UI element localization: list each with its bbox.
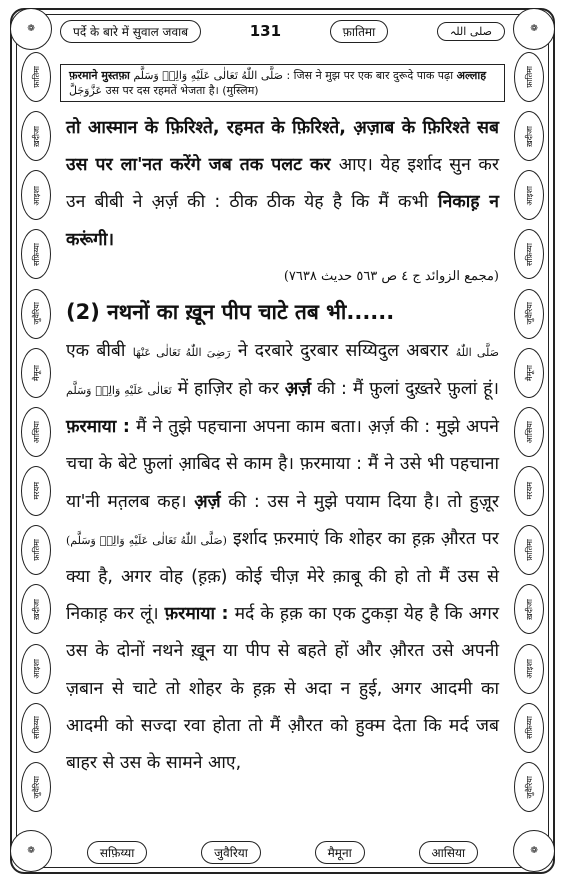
section-heading: (2) नथनों का ख़ून पीप चाटे तब भी...... xyxy=(66,299,395,324)
rail-medallion xyxy=(514,762,544,812)
corner-ornament-bottom-left: ❁ xyxy=(10,830,52,872)
notice-prefix: फ़रमाने मुस्तफ़ा xyxy=(69,69,130,82)
rail-medallion xyxy=(514,289,544,339)
rail-medallion xyxy=(514,52,544,102)
right-decorative-rail xyxy=(510,52,548,812)
corner-ornament-bottom-right: ❁ xyxy=(513,830,555,872)
rail-medallion xyxy=(21,584,51,634)
header-corner-tab: صلی اللہ xyxy=(437,22,505,41)
rail-medallion-label: फ़ातिमा xyxy=(31,539,41,562)
notice-text-1: : जिस ने मुझ पर एक बार दुरूदे पाक पढ़ा xyxy=(286,69,454,82)
rail-medallion-label: आइशा xyxy=(524,658,534,679)
corner-ornament-top-left: ❁ xyxy=(10,8,52,50)
rail-medallion xyxy=(514,525,544,575)
durood-notice xyxy=(60,64,505,102)
corner-ornament-top-right: ❁ xyxy=(513,8,555,50)
rail-medallion xyxy=(514,111,544,161)
notice-text-2: उस पर दस रहमतें भेजता है। xyxy=(105,84,219,97)
rail-medallion-label: मैमूना xyxy=(524,364,534,381)
para1b-text: आए। येह इर्शाद सुन कर उन बीबी ने अ़र्ज़ की : ठीक ठीक येह है कि मैं कभी xyxy=(66,155,499,213)
footer-tab-1: सफ़िय्या xyxy=(87,841,147,864)
rail-medallion xyxy=(514,466,544,516)
rail-medallion xyxy=(21,762,51,812)
rail-medallion-label: ख़दीजा xyxy=(31,598,41,620)
p2-b: ने दरबारे दुरबार सय्यिदुल अबरार xyxy=(237,340,449,361)
para1c-text: निकाह़ न करूंगी। xyxy=(66,192,499,250)
p2-a: एक बीबी xyxy=(66,340,126,361)
rail-medallion-label: सफ़िय्या xyxy=(524,242,534,266)
rail-medallion xyxy=(21,644,51,694)
rail-medallion xyxy=(514,584,544,634)
rail-medallion-label: फ़ातिमा xyxy=(524,539,534,562)
notice-arabic: صَلَّى اللّٰهُ تَعَالٰى عَلَيْهِ وَالِهٖ وَسَلَّم xyxy=(133,69,283,82)
rail-medallion-label: जुवैरिया xyxy=(31,302,41,325)
p2-g: इर्शाद फ़रमाएं कि शोहर का ह़क़ औ़रत पर क्या है, अगर वोह (ह़क़) कोई चीज़ मेरे क़ाबू की हो तो मैं उस से निकाह़ कर लूं। xyxy=(66,528,499,625)
rail-medallion xyxy=(514,644,544,694)
rail-medallion-label: जुवैरिया xyxy=(524,302,534,325)
p2-farmaya-2: फ़रमाया : xyxy=(164,604,229,625)
p2-arz: अ़र्ज़ xyxy=(284,379,312,400)
rail-medallion-label: आइशा xyxy=(31,658,41,679)
rail-medallion-label: ख़दीजा xyxy=(524,598,534,620)
rail-medallion xyxy=(21,111,51,161)
rail-medallion-label: मरयम xyxy=(31,482,41,500)
rail-medallion xyxy=(514,170,544,220)
rail-medallion-label: आइशा xyxy=(524,185,534,206)
rail-medallion-label: फ़ातिमा xyxy=(524,66,534,88)
rail-medallion xyxy=(21,348,51,398)
rail-medallion xyxy=(514,229,544,279)
p2-arabic-3: (صَلَّى اللّٰهُ تَعَالٰى عَلَيْهِ وَالِهٖ وَسَلَّم) xyxy=(66,533,227,547)
rail-medallion-label: आसिया xyxy=(31,420,41,444)
rail-medallion-label: जुवैरिया xyxy=(31,775,41,799)
rail-medallion xyxy=(21,407,51,457)
paragraph-1 xyxy=(66,110,499,259)
page-header xyxy=(60,18,505,44)
rail-medallion-label: सफ़िय्या xyxy=(31,242,41,266)
rail-medallion xyxy=(21,289,51,339)
p2-f: की : उस ने मुझे पयाम दिया है। तो हुज़ूर xyxy=(228,491,499,512)
header-left-tab: पर्दे के बारे में सुवाल जवाब xyxy=(60,20,201,43)
rail-medallion xyxy=(514,348,544,398)
reference-citation: (مجمع الزوائد ج ٤ ص ٥٦٣ حدیث ٧٦٣٨) xyxy=(283,268,499,284)
page-footer xyxy=(60,840,505,864)
footer-tab-3: मैमूना xyxy=(315,841,365,864)
header-right-tab: फ़ातिमा xyxy=(330,20,389,43)
rail-medallion xyxy=(21,703,51,753)
rail-medallion xyxy=(514,407,544,457)
notice-suffix: (मुस्लिम) xyxy=(222,84,259,97)
rail-medallion xyxy=(21,525,51,575)
p2-arz-2: अ़र्ज़ xyxy=(194,491,221,512)
p2-e: मैं ने तुझे पहचाना अपना काम बता। अ़र्ज़ की : मुझे अपने चचा के बेटे फ़ुलां आ़बिद से काम है। फ़रमाया : मैं ने उसे भी पहचाना या'नी मत़लब कह। xyxy=(66,417,499,512)
rail-medallion xyxy=(21,170,51,220)
rail-medallion xyxy=(21,229,51,279)
para1-text: तो आस्मान के फ़िरिश्ते, रहमत के फ़िरिश्ते, अ़ज़ाब के फ़िरिश्ते सब उस पर ला'नत करेंगे जब तक पलट कर xyxy=(66,118,499,176)
rail-medallion-label: आसिया xyxy=(524,420,534,444)
rail-medallion-label: ख़दीजा xyxy=(524,125,534,147)
p2-farmaya: फ़रमाया : xyxy=(66,417,130,438)
rail-medallion-label: ख़दीजा xyxy=(31,125,41,147)
rail-medallion-label: सफ़िय्या xyxy=(524,716,534,740)
rail-medallion-label: मैमूना xyxy=(31,364,41,381)
left-decorative-rail xyxy=(17,52,55,812)
rail-medallion xyxy=(21,466,51,516)
footer-tab-4: आसिया xyxy=(419,841,479,864)
p2-c: में हाज़िर हो कर xyxy=(177,379,279,400)
notice-allah: अल्लाह xyxy=(456,69,487,82)
page-number: 131 xyxy=(249,22,282,40)
rail-medallion xyxy=(514,703,544,753)
notice-arabic-2: عَزَّوَجَلَّ xyxy=(69,84,103,97)
rail-medallion-label: मरयम xyxy=(524,482,534,500)
footer-tab-2: जुवैरिया xyxy=(201,841,261,864)
rail-medallion-label: आइशा xyxy=(31,185,41,206)
p2-arabic-2: صَلَّى اللّٰهُ تَعَالٰى عَلَيْهِ وَالِهٖ وَسَلَّم xyxy=(66,345,499,398)
p2-h: मर्द के ह़क़ का एक टुकड़ा येह है कि अगर उस के दोनों नथने ख़ून या पीप से बहते हों और औ़रत उसे अपनी ज़बान से चाटे तो शोहर के ह़क़ से अदा न हुई, अगर आदमी का आदमी को सज्दा रवा होता तो मैं औ़रत को हुक्म देता कि मर्द जब बाहर से उस के सामने आए, xyxy=(66,604,499,774)
rail-medallion-label: फ़ातिमा xyxy=(31,66,41,88)
rail-medallion-label: जुवैरिया xyxy=(524,775,534,799)
p2-d: की : मैं फ़ुलां दुख़्तरे फ़ुलां हूं। xyxy=(317,379,499,400)
main-content xyxy=(66,110,499,782)
rail-medallion-label: सफ़िय्या xyxy=(31,716,41,740)
p2-arabic-1: رَضِیَ اللّٰهُ تَعَالٰی عَنْهَا xyxy=(132,345,231,359)
paragraph-2 xyxy=(66,333,499,782)
rail-medallion xyxy=(21,52,51,102)
